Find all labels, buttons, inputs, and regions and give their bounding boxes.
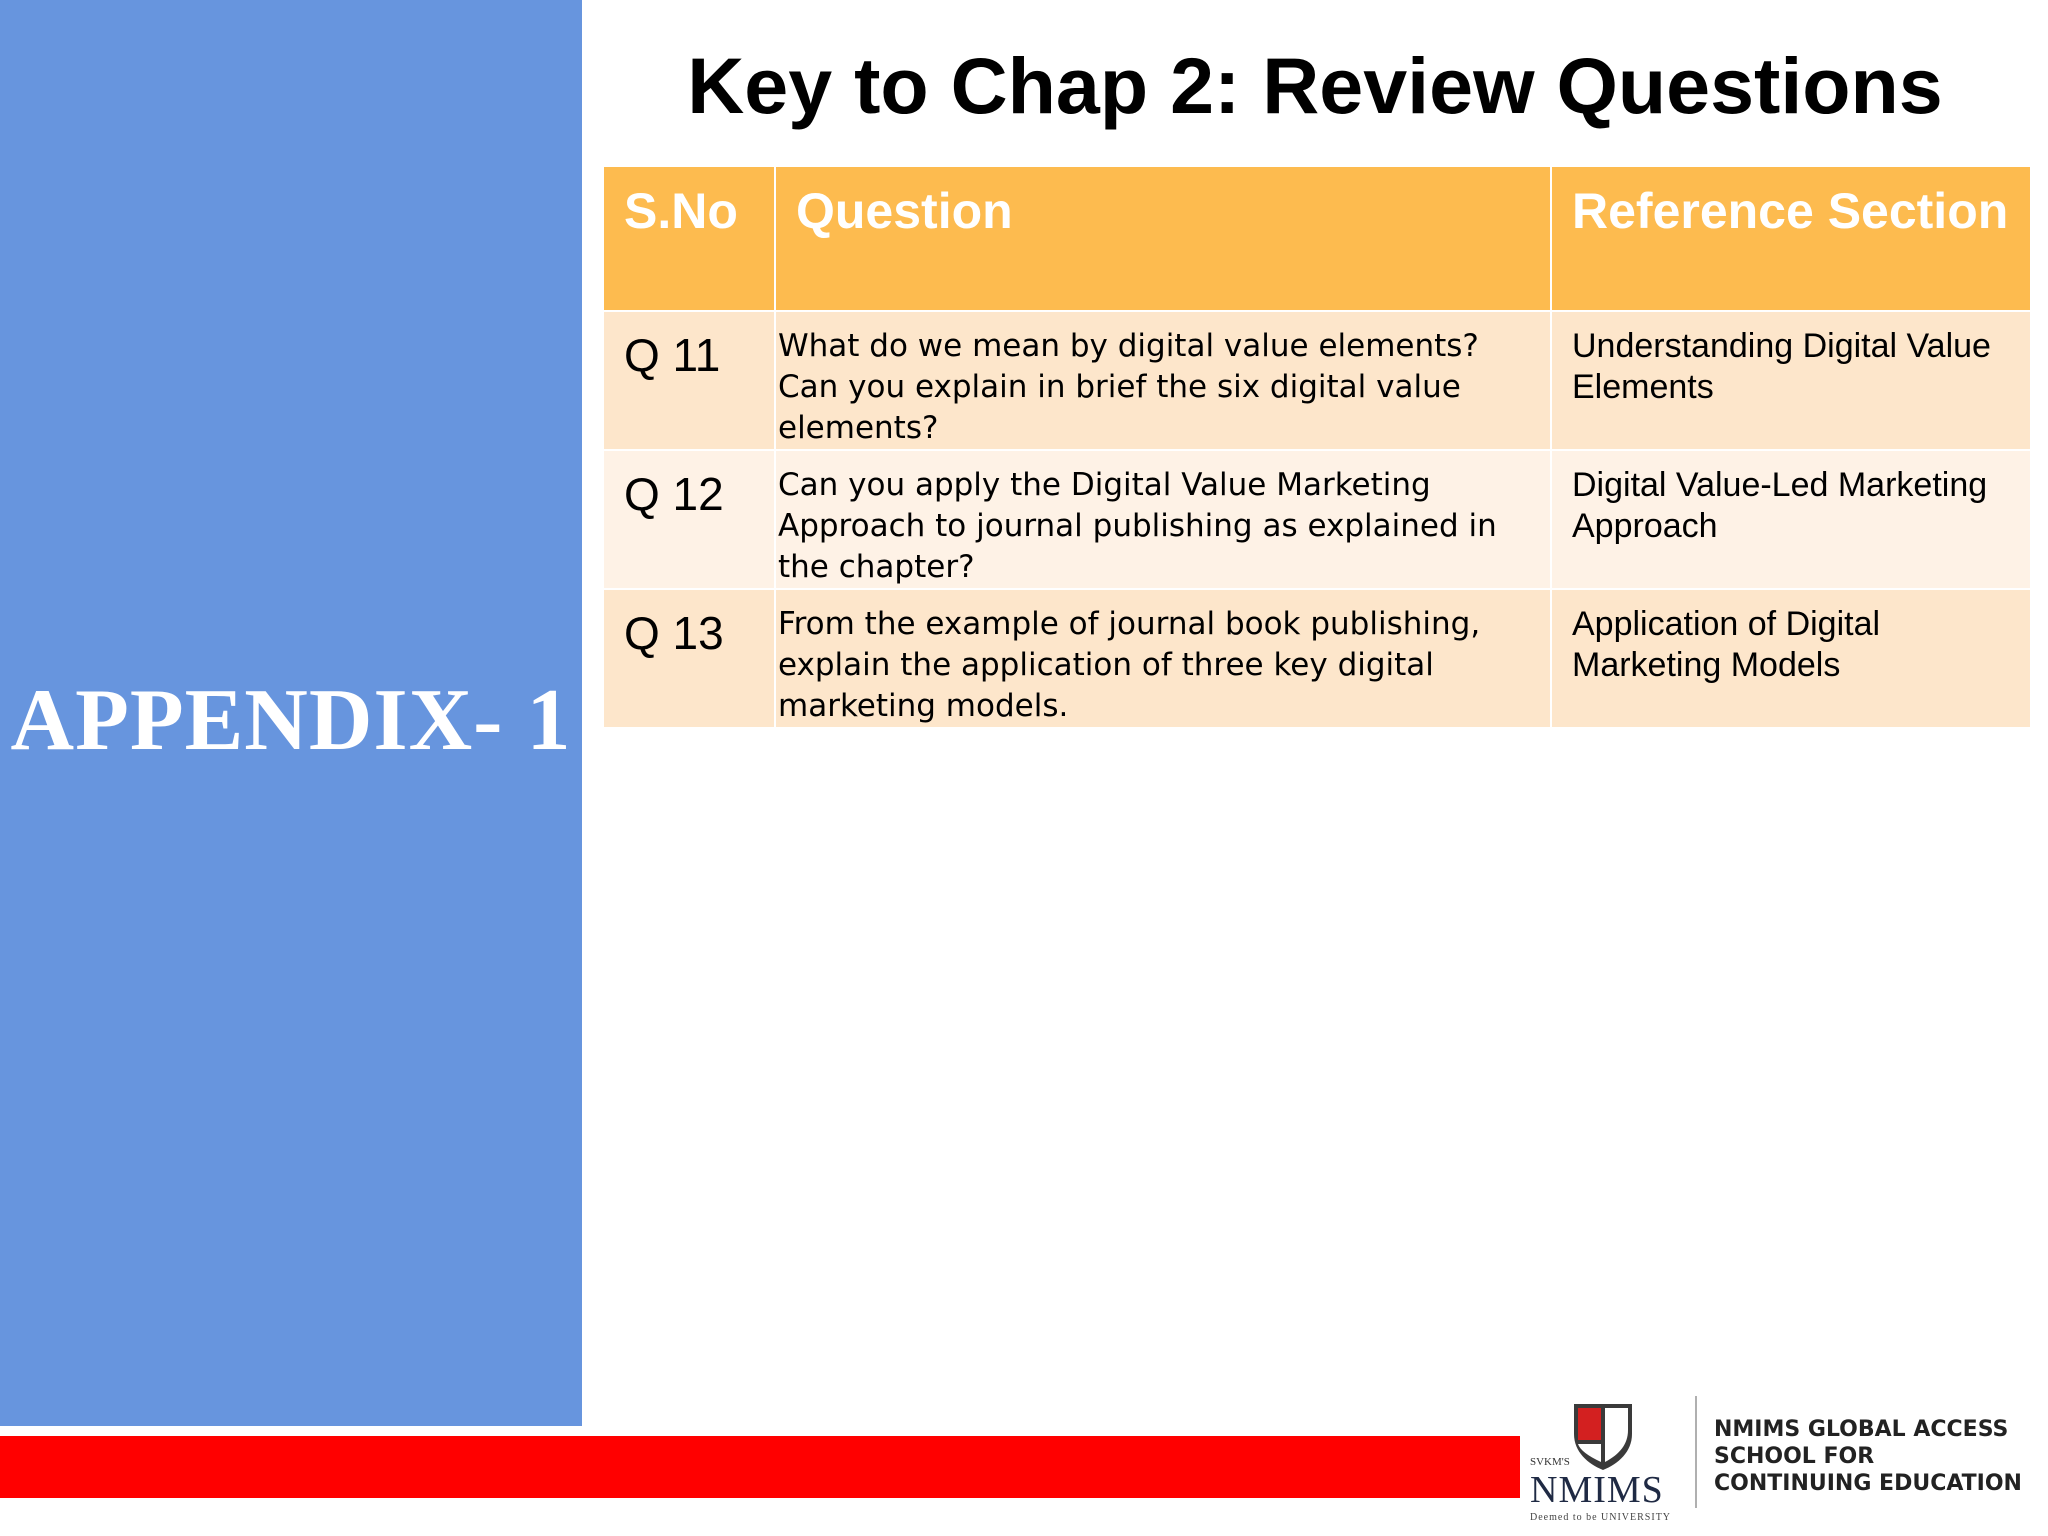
logo-tagline: Deemed to be UNIVERSITY: [1530, 1512, 1672, 1523]
logo-name: NMIMS: [1530, 1469, 1664, 1511]
cell-question: Can you apply the Digital Value Marketing Approach to journal publishing as explained in the chapter?: [775, 450, 1551, 589]
logo-divider: [1695, 1396, 1697, 1508]
table-row: [603, 589, 2031, 728]
cell-sno: Q 11: [603, 311, 775, 450]
school-name: [1714, 1416, 2022, 1497]
header-question: Question: [775, 166, 1551, 311]
review-questions-table: [602, 165, 2032, 729]
header-sno: S.No: [603, 166, 775, 311]
page-title: Key to Chap 2: Review Questions: [687, 41, 1943, 130]
table-row: [603, 311, 2031, 450]
cell-reference: Application of Digital Marketing Models: [1551, 589, 2031, 728]
cell-sno: Q 13: [603, 589, 775, 728]
header-reference: Reference Section: [1551, 166, 2031, 311]
school-name-line: SCHOOL FOR: [1714, 1444, 1875, 1469]
cell-reference: Understanding Digital Value Elements: [1551, 311, 2031, 450]
appendix-title: APPENDIX- 1: [10, 672, 572, 769]
cell-question: From the example of journal book publishing, explain the application of three key digital marketing models.: [775, 589, 1551, 728]
cell-sno: Q 12: [603, 450, 775, 589]
school-name-line: CONTINUING EDUCATION: [1714, 1471, 2022, 1496]
cell-reference: Digital Value-Led Marketing Approach: [1551, 450, 2031, 589]
footer-red-bar: [0, 1436, 1520, 1498]
nmims-logo: [1530, 1390, 1670, 1530]
crest-icon: [1570, 1400, 1636, 1472]
sidebar-panel: [0, 0, 582, 1426]
table-header-row: [603, 166, 2031, 311]
table-row: [603, 450, 2031, 589]
logo-prefix: SVKM'S: [1530, 1456, 1570, 1468]
school-name-line: NMIMS GLOBAL ACCESS: [1714, 1417, 2009, 1442]
cell-question: What do we mean by digital value elements? Can you explain in brief the six digital value elements?: [775, 311, 1551, 450]
